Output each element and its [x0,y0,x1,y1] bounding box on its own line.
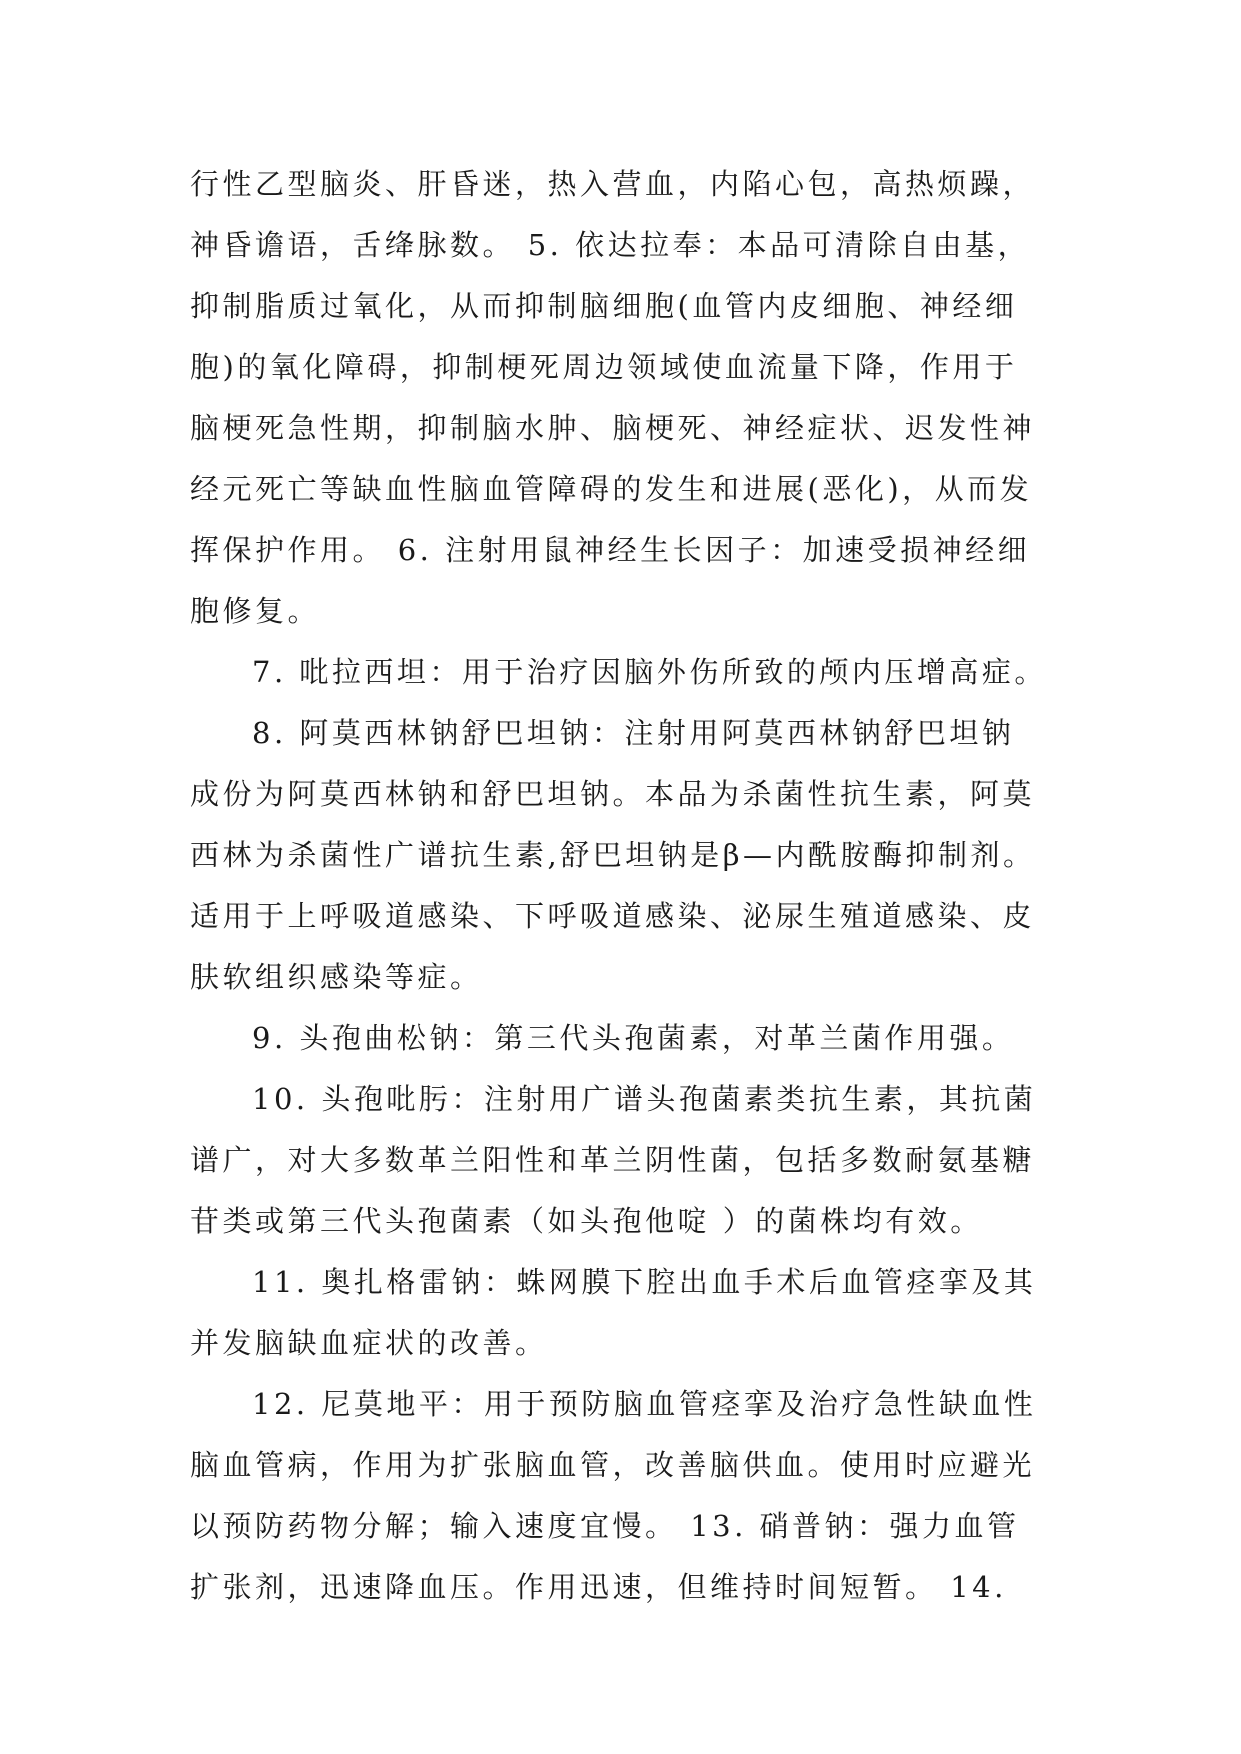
paragraph-start-line: 11. 奥扎格雷钠：蛛网膜下腔出血手术后血管痉挛及其 [252,1265,1037,1299]
text-line: 苷类或第三代头孢菌素（如头孢他啶 ）的菌株均有效。 [190,1204,983,1238]
text-line: 脑血管病，作用为扩张脑血管，改善脑供血。使用时应避光 [190,1448,1036,1482]
document-body [190,154,1050,1618]
text-line: 脑梗死急性期，抑制脑水肿、脑梗死、神经症状、迟发性神 [190,411,1036,445]
text-line: 适用于上呼吸道感染、下呼吸道感染、泌尿生殖道感染、皮 [190,899,1036,933]
text-line: 西林为杀菌性广谱抗生素,舒巴坦钠是β—内酰胺酶抑制剂。 [190,838,1036,872]
text-line: 肤软组织感染等症。 [190,960,483,994]
text-line: 并发脑缺血症状的改善。 [190,1326,548,1360]
paragraph-start-line: 9. 头孢曲松钠：第三代头孢菌素，对革兰菌作用强。 [252,1021,1015,1055]
paragraph-start-line: 7. 吡拉西坦：用于治疗因脑外伤所致的颅内压增高症。 [252,655,1047,689]
text-line: 经元死亡等缺血性脑血管障碍的发生和进展(恶化)，从而发 [190,472,1033,506]
paragraph-start-line: 8. 阿莫西林钠舒巴坦钠：注射用阿莫西林钠舒巴坦钠 [252,716,1015,750]
text-line: 行性乙型脑炎、肝昏迷，热入营血，内陷心包，高热烦躁， [190,167,1036,201]
text-line: 以预防药物分解；输入速度宜慢。 13. 硝普钠：强力血管 [190,1509,1020,1543]
paragraph-start-line: 12. 尼莫地平：用于预防脑血管痉挛及治疗急性缺血性 [252,1387,1037,1421]
text-line: 成份为阿莫西林钠和舒巴坦钠。本品为杀菌性抗生素，阿莫 [190,777,1036,811]
text-line: 胞修复。 [190,594,321,628]
text-line: 抑制脂质过氧化，从而抑制脑细胞(血管内皮细胞、神经细 [190,289,1018,323]
paragraph-start-line: 10. 头孢吡肟：注射用广谱头孢菌素类抗生素，其抗菌 [252,1082,1037,1116]
text-line: 挥保护作用。 6. 注射用鼠神经生长因子：加速受损神经细 [190,533,1031,567]
text-line: 神昏谵语，舌绛脉数。 5. 依达拉奉：本品可清除自由基， [190,228,1031,262]
text-line: 胞)的氧化障碍，抑制梗死周边领域使血流量下降，作用于 [190,350,1018,384]
text-line: 扩张剂，迅速降血压。作用迅速，但维持时间短暂。 14. [190,1570,1007,1604]
text-line: 谱广，对大多数革兰阳性和革兰阴性菌，包括多数耐氨基糖 [190,1143,1036,1177]
